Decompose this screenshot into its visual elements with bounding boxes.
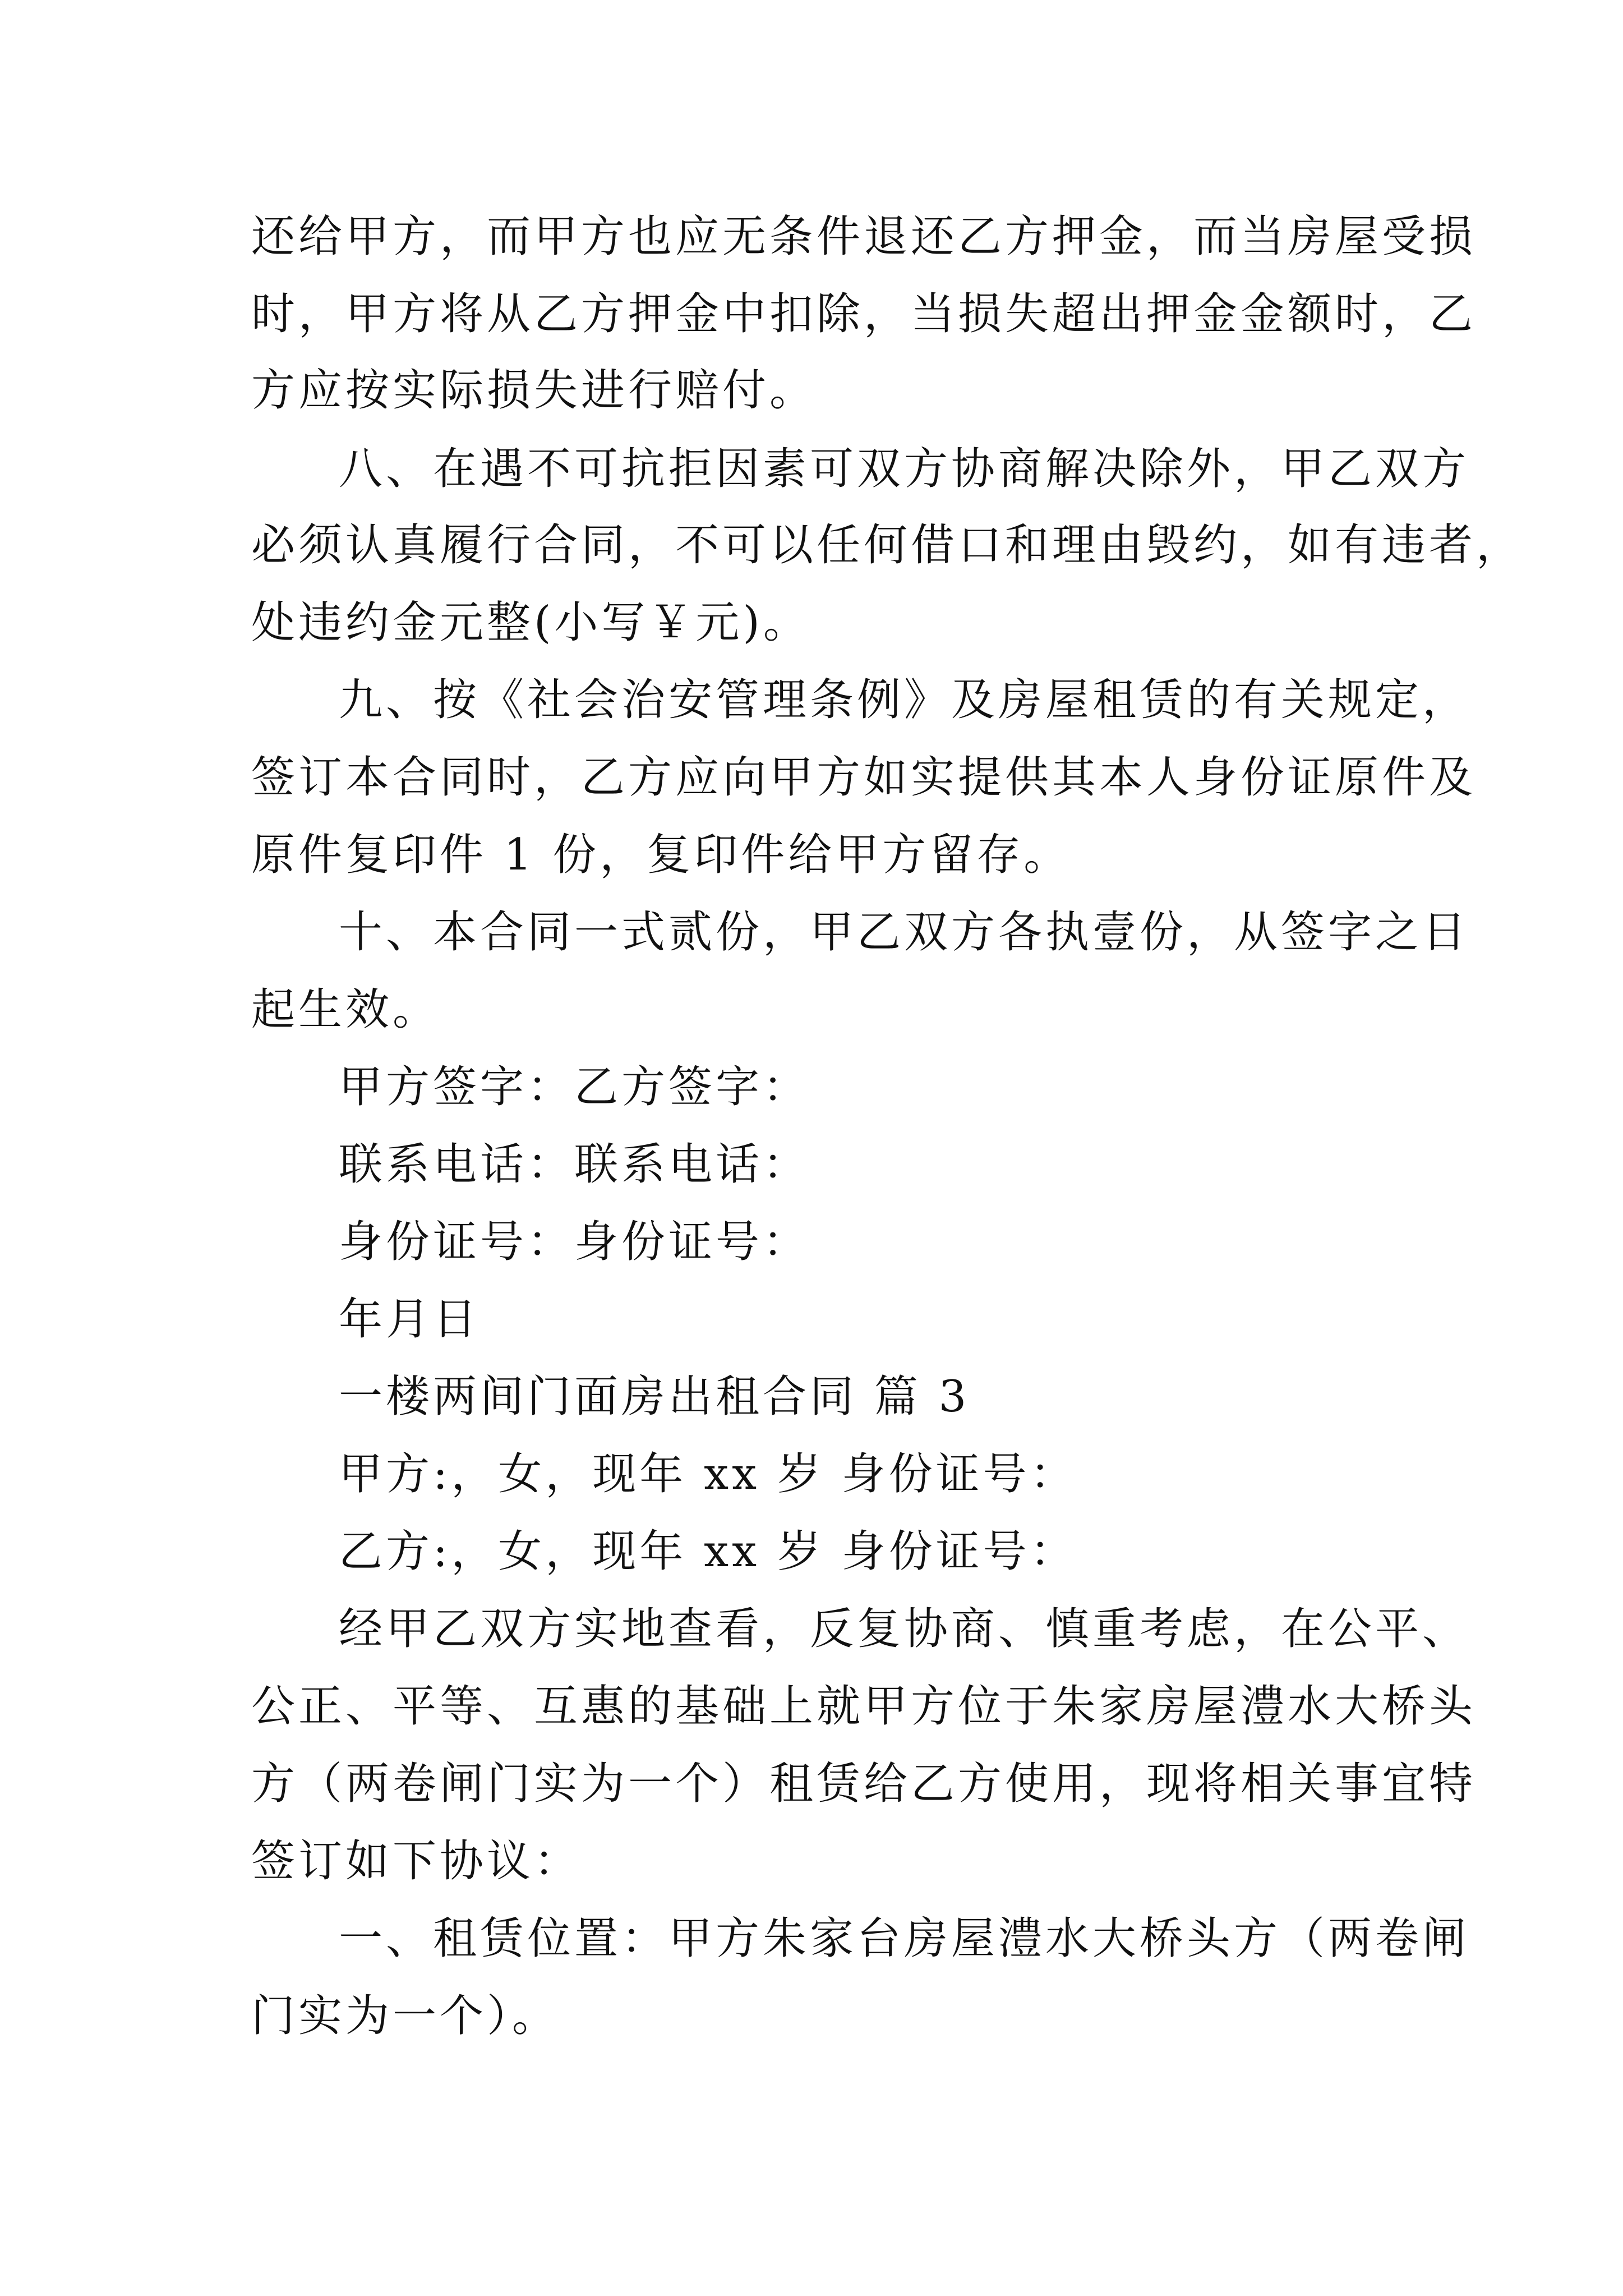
text-line: 原件复印件 1 份，复印件给甲方留存。 xyxy=(251,830,1071,880)
id-number-line: 身份证号：身份证号： xyxy=(339,1217,810,1267)
text-line: 经甲乙双方实地查看，反复协商、慎重考虑，在公平、 xyxy=(339,1604,1470,1654)
date-line: 年月日 xyxy=(339,1294,481,1345)
party-b-line: 乙方:，女，现年 xx 岁 身份证号： xyxy=(339,1526,1077,1577)
text-line: 时，甲方将从乙方押金中扣除，当损失超出押金金额时，乙 xyxy=(251,289,1477,339)
text-line: 门实为一个）。 xyxy=(251,1991,560,2041)
section-heading: 一楼两间门面房出租合同 篇 3 xyxy=(339,1372,970,1422)
text-line: 必须认真履行合同，不可以任何借口和理由毁约，如有违者， xyxy=(251,520,1524,570)
phone-line: 联系电话：联系电话： xyxy=(339,1139,810,1190)
text-line: 起生效。 xyxy=(251,984,440,1035)
text-line: 八、在遇不可抗拒因素可双方协商解决除外，甲乙双方 xyxy=(339,444,1470,494)
text-line: 还给甲方，而甲方也应无条件退还乙方押金，而当房屋受损 xyxy=(251,211,1477,262)
text-line: 签订如下协议： xyxy=(251,1836,582,1887)
text-line: 方（两卷闸门实为一个）租赁给乙方使用，现将相关事宜特 xyxy=(251,1759,1477,1809)
text-line: 方应按实际损失进行赔付。 xyxy=(251,365,817,416)
text-line: 公正、平等、互惠的基础上就甲方位于朱家房屋澧水大桥头 xyxy=(251,1681,1477,1732)
text-line: 签订本合同时，乙方应向甲方如实提供其本人身份证原件及 xyxy=(251,752,1477,803)
party-a-line: 甲方:，女，现年 xx 岁 身份证号： xyxy=(339,1449,1077,1499)
text-line: 十、本合同一式贰份，甲乙双方各执壹份，从签字之日 xyxy=(339,907,1470,958)
text-line: 处违约金元整(小写￥元)。 xyxy=(251,597,810,648)
signature-line: 甲方签字：乙方签字： xyxy=(339,1062,810,1112)
text-line: 一、租赁位置：甲方朱家台房屋澧水大桥头方（两卷闸 xyxy=(339,1913,1470,1964)
text-line: 九、按《社会治安管理条例》及房屋租赁的有关规定， xyxy=(339,675,1470,725)
